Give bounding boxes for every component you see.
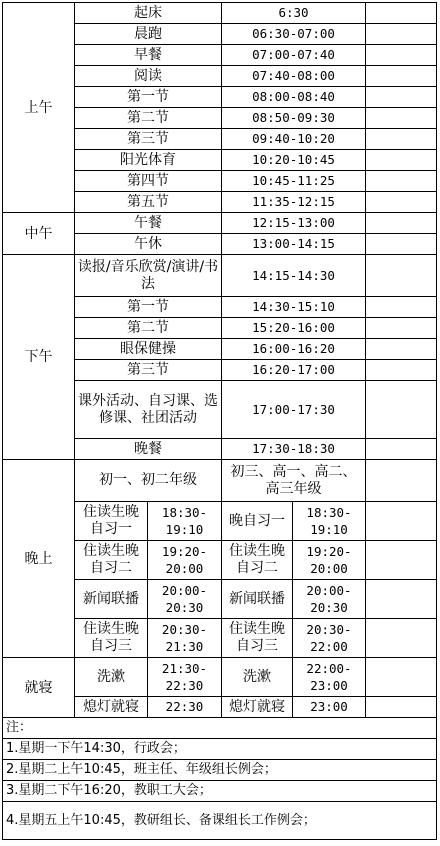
time-cell: 06:30-07:00 [222,24,366,45]
note-line: 4.星期五上午10:45，教研组长、备课组长工作例会； [3,802,437,840]
time-cell: 15:20-16:00 [222,318,366,339]
activity-cell: 第三节 [75,360,222,381]
activity-cell: 住读生晚自习三 [75,619,148,658]
activity-cell: 第三节 [75,129,222,150]
empty-cell [366,541,437,580]
activity-cell: 起床 [75,3,222,24]
activity-cell: 第五节 [75,192,222,213]
activity-cell: 阳光体育 [75,150,222,171]
activity-cell: 晚自习一 [222,502,293,541]
time-cell: 22:00-23:00 [293,658,366,697]
activity-cell: 晨跑 [75,24,222,45]
activity-cell: 住读生晚自习二 [222,541,293,580]
empty-cell [366,213,437,234]
schedule-row [3,658,437,697]
empty-cell [366,360,437,381]
activity-cell: 第一节 [75,297,222,318]
empty-cell [366,619,437,658]
time-cell: 08:00-08:40 [222,87,366,108]
period-label-afternoon: 下午 [3,255,75,460]
activity-cell: 住读生晚自习一 [75,502,148,541]
time-cell: 07:40-08:00 [222,66,366,87]
period-label-bedtime: 就寝 [3,658,75,718]
empty-cell [366,45,437,66]
time-cell: 22:30 [148,697,222,718]
empty-cell [366,150,437,171]
empty-cell [366,66,437,87]
activity-cell: 课外活动、自习课、选修课、社团活动 [75,381,222,439]
activity-cell: 第二节 [75,108,222,129]
empty-cell [366,460,437,502]
time-cell: 10:45-11:25 [222,171,366,192]
empty-cell [366,87,437,108]
time-cell: 20:30-21:30 [148,619,222,658]
time-cell: 19:20-20:00 [293,541,366,580]
activity-cell: 洗漱 [75,658,148,697]
time-cell: 07:00-07:40 [222,45,366,66]
activity-cell: 新闻联播 [75,580,148,619]
empty-cell [366,108,437,129]
time-cell: 17:30-18:30 [222,439,366,460]
period-label-noon: 中午 [3,213,75,255]
empty-cell [366,381,437,439]
empty-cell [366,24,437,45]
notes-row [3,739,437,760]
empty-cell [366,318,437,339]
time-cell: 08:50-09:30 [222,108,366,129]
time-cell: 16:20-17:00 [222,360,366,381]
time-cell: 20:00-20:30 [148,580,222,619]
note-line: 2.星期二上午10:45，班主任、年级组长例会； [3,760,437,781]
note-line: 1.星期一下午14:30，行政会； [3,739,437,760]
schedule-row [3,255,437,297]
activity-cell: 阅读 [75,66,222,87]
time-cell: 09:40-10:20 [222,129,366,150]
note-line: 3.星期二下午16:20，教职工大会； [3,781,437,802]
empty-cell [366,297,437,318]
activity-cell: 午休 [75,234,222,255]
time-cell: 20:00-20:30 [293,580,366,619]
empty-cell [366,171,437,192]
time-cell: 14:30-15:10 [222,297,366,318]
empty-cell [366,502,437,541]
time-cell: 16:00-16:20 [222,339,366,360]
notes-row [3,718,437,739]
period-label-morning: 上午 [3,3,75,213]
time-cell: 13:00-14:15 [222,234,366,255]
grade-group-b-header: 初三、高一、高二、高三年级 [222,460,366,502]
time-cell: 20:30-22:00 [293,619,366,658]
activity-cell: 读报/音乐欣赏/演讲/书法 [75,255,222,297]
time-cell: 12:15-13:00 [222,213,366,234]
notes-row [3,781,437,802]
activity-cell: 晚餐 [75,439,222,460]
activity-cell: 眼保健操 [75,339,222,360]
empty-cell [366,192,437,213]
empty-cell [366,439,437,460]
activity-cell: 早餐 [75,45,222,66]
time-cell: 19:20-20:00 [148,541,222,580]
time-cell: 21:30-22:30 [148,658,222,697]
empty-cell [366,129,437,150]
schedule-row [3,213,437,234]
activity-cell: 熄灯就寝 [75,697,148,718]
empty-cell [366,580,437,619]
notes-row [3,760,437,781]
activity-cell: 第四节 [75,171,222,192]
empty-cell [366,3,437,24]
time-cell: 14:15-14:30 [222,255,366,297]
time-cell: 11:35-12:15 [222,192,366,213]
empty-cell [366,234,437,255]
empty-cell [366,339,437,360]
grade-group-a-header: 初一、初二年级 [75,460,222,502]
time-cell: 18:30-19:10 [293,502,366,541]
schedule-row [3,3,437,24]
activity-cell: 第一节 [75,87,222,108]
activity-cell: 住读生晚自习二 [75,541,148,580]
empty-cell [366,255,437,297]
notes-title: 注： [3,718,437,739]
empty-cell [366,697,437,718]
activity-cell: 洗漱 [222,658,293,697]
activity-cell: 住读生晚自习三 [222,619,293,658]
time-cell: 17:00-17:30 [222,381,366,439]
time-cell: 10:20-10:45 [222,150,366,171]
schedule-row [3,460,437,502]
activity-cell: 新闻联播 [222,580,293,619]
time-cell: 23:00 [293,697,366,718]
activity-cell: 熄灯就寝 [222,697,293,718]
activity-cell: 第二节 [75,318,222,339]
notes-row [3,802,437,840]
period-label-evening: 晚上 [3,460,75,658]
time-cell: 18:30-19:10 [148,502,222,541]
school-schedule-table [2,2,437,840]
time-cell: 6:30 [222,3,366,24]
empty-cell [366,658,437,697]
activity-cell: 午餐 [75,213,222,234]
